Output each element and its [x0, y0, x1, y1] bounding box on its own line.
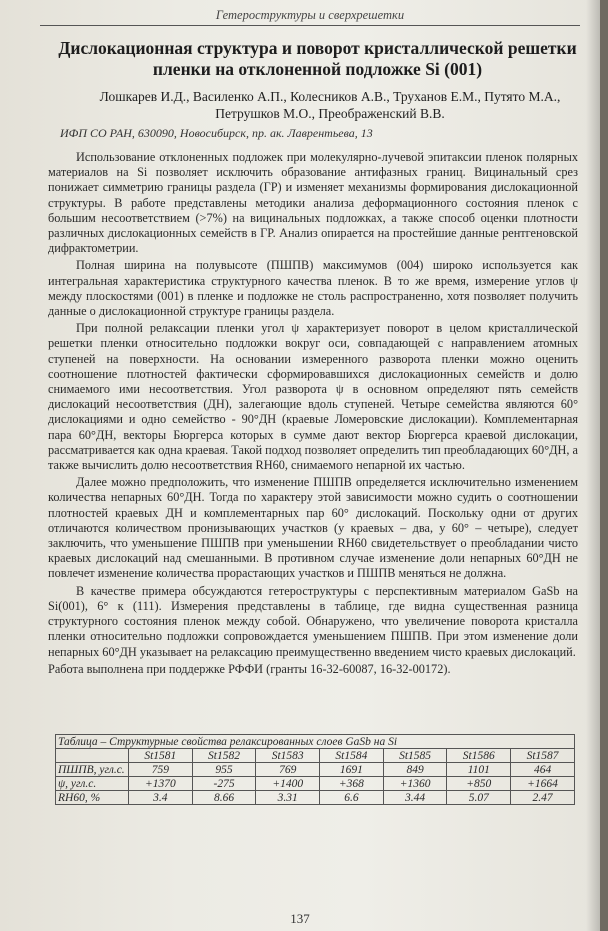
column-header: St1581 [129, 749, 193, 763]
column-header: St1584 [320, 749, 384, 763]
table-cell: 769 [256, 763, 320, 777]
paragraph: В качестве примера обсуждаются гетероструктуры с перспективным материалом GaSb на Si(001), 6° к (111). Измерения представлены в таблице, где видна существенная разница структурного состояния пленок между собой. Обнаружено, что увеличение поворота кристалла пленки относительно подложки сопровождается уменьшением ПШПВ. При этом изменение доли непарных 60°ДН указывает на релаксацию преимущественно введением чисто краевых дислокаций. [48, 583, 578, 659]
table-cell: 2.47 [511, 791, 575, 805]
table-cell: 3.44 [383, 791, 447, 805]
header-empty-cell [56, 749, 129, 763]
page-number: 137 [290, 911, 310, 926]
table-cell: +850 [447, 777, 511, 791]
paragraph: При полной релаксации пленки угол ψ характеризует поворот в целом кристаллической решетки пленки относительно подложки вокруг оси, совпадающей с направлением атомных ступеней на поверхности. На основании измеренного разворота пленки можно оценить соотношение плотностей фактически сформировавшихся дислокационных семейств и долю снимаемого ими несоответствия. Угол разворота ψ в основном определяют пять семейств дислокаций несоответствия (ДН), залегающие вдоль ступеней. Четыре семейства являются 60° дислокациями и одно семейство - 90°ДН (краевые Ломеровские дислокации). Комплементарная пара 60°ДН, векторы Бюргерса которых в сумме дают вектор Бюргерса краевой дислокации, рассматривается как одна краевая. Такой подход позволяет определить тип преобладающих 60°ДН, а также вычислить долю несоответствия RH60, снимаемого непарной их частью. [48, 321, 578, 473]
table-cell: 8.66 [192, 791, 256, 805]
row-label: ψ, угл.с. [56, 777, 129, 791]
article-body [48, 150, 578, 679]
table-caption-row [56, 735, 575, 749]
table-header-row [56, 749, 575, 763]
table-cell: +1370 [129, 777, 193, 791]
table-cell: 955 [192, 763, 256, 777]
row-label: RH60, % [56, 791, 129, 805]
paragraph: Использование отклоненных подложек при молекулярно-лучевой эпитаксии пленок полярных материалов на Si позволяет исключить образование антифазных границ. Вицинальный срез понижает симметрию границы раздела (ГР) и изменяет механизмы формирования дислокационной структуры. В работе представлены методики анализа деформационного состояния пленок с большим несоответствием (>7%) на вицинальных подложках, а также способ оценки плотности различных дислокационных семейств в ГР. Анализ опирается на простейшие данные рентгеновской дифрактометрии. [48, 150, 578, 256]
column-header: St1587 [511, 749, 575, 763]
table-cell: 3.31 [256, 791, 320, 805]
column-header: St1582 [192, 749, 256, 763]
results-table [55, 734, 575, 805]
row-label: ПШПВ, угл.с. [56, 763, 129, 777]
table-cell: 759 [129, 763, 193, 777]
table-cell: +368 [320, 777, 384, 791]
affiliation: ИФП СО РАН, 630090, Новосибирск, пр. ак. Лаврентьева, 13 [60, 126, 373, 140]
table-cell: 3.4 [129, 791, 193, 805]
table-cell: 1101 [447, 763, 511, 777]
column-header: St1583 [256, 749, 320, 763]
table-cell: 5.07 [447, 791, 511, 805]
table-cell: +1400 [256, 777, 320, 791]
table-caption: Таблица – Структурные свойства релаксированных слоев GaSb на Si [56, 735, 575, 749]
table-row [56, 763, 575, 777]
table-cell: 1691 [320, 763, 384, 777]
table-cell: -275 [192, 777, 256, 791]
paragraph: Полная ширина на полувысоте (ПШПВ) максимумов (004) широко используется как интегральная характеристика структурного качества пленок. В то же время, измерение углов ψ между плоскостями (001) в пленке и подложке не столь распространенно, хотя позволяет получить данные о дислокационной структуре границы раздела. [48, 258, 578, 319]
table-cell: +1664 [511, 777, 575, 791]
table-cell: 6.6 [320, 791, 384, 805]
table-row [56, 791, 575, 805]
table-cell: 464 [511, 763, 575, 777]
column-header: St1586 [447, 749, 511, 763]
paragraph: Далее можно предположить, что изменение ПШПВ определяется исключительно изменением количества непарных 60°ДН. Тогда по характеру этой зависимости можно судить о соотношении плотностей краевых ДН и комплементарных пар 60° дислокаций. Поскольку одни от других отличаются количеством пронизывающих участков (у краевых – два, у 60° – четыре), следует заключить, что уменьшение ПШПВ при уменьшении RH60 свидетельствует о преобладании чисто краевых дислокаций над смешанными. В противном случае изменение доли непарных 60°ДН не повлечет изменение количества прорастающих участков и ПШПВ меняться не должна. [48, 475, 578, 581]
table-cell: +1360 [383, 777, 447, 791]
table-row [56, 777, 575, 791]
author-list: Лошкарев И.Д., Василенко А.П., Колесников А.В., Труханов Е.М., Путято М.А., Петрушков М.О., Преображенский В.В. [99, 89, 561, 121]
article-title: Дислокационная структура и поворот кристаллической решетки пленки на отклоненной подложке Si (001) [58, 38, 577, 79]
acknowledgement: Работа выполнена при поддержке РФФИ (гранты 16-32-60087, 16-32-00172). [48, 661, 451, 676]
column-header: St1585 [383, 749, 447, 763]
table-cell: 849 [383, 763, 447, 777]
running-head: Гетероструктуры и сверхрешетки [40, 8, 580, 26]
